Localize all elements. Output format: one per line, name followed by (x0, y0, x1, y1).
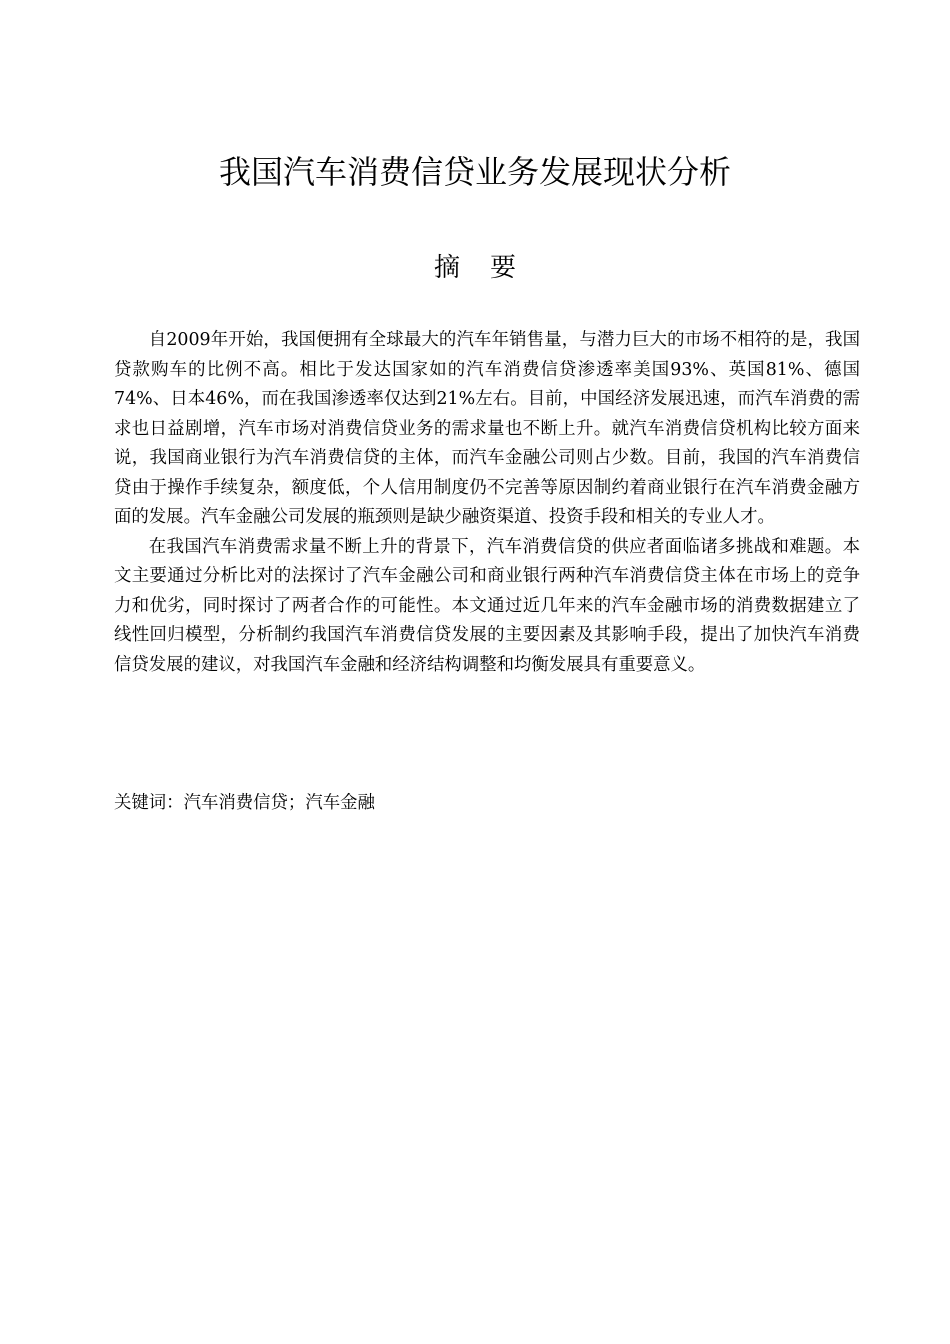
abstract-body (114, 326, 860, 680)
keywords-value: 汽车消费信贷；汽车金融 (183, 793, 375, 813)
keywords-label: 关键词： (114, 793, 184, 813)
document-title: 我国汽车消费信贷业务发展现状分析 (218, 153, 731, 191)
keywords-line (114, 788, 860, 817)
abstract-paragraph-1: 自2009年开始，我国便拥有全球最大的汽车年销售量，与潜力巨大的市场不相符的是，我国贷款购车的比例不高。相比于发达国家如的汽车消费信贷渗透率美国93%、英国81%、德国74%、日本46%，而在我国渗透率仅达到21%左右。目前，中国经济发展迅速，而汽车消费的需求也日益剧增，汽车市场对消费信贷业务的需求量也不断上升。就汽车消费信贷机构比较方面来说，我国商业银行为汽车消费信贷的主体，而汽车金融公司则占少数。目前，我国的汽车消费信贷由于操作手续复杂，额度低，个人信用制度仍不完善等原因制约着商业银行在汽车消费金融方面的发展。汽车金融公司发展的瓶颈则是缺少融资渠道、投资手段和相关的专业人才。 (114, 330, 860, 527)
abstract-heading: 摘要 (433, 253, 546, 283)
abstract-paragraph-2: 在我国汽车消费需求量不断上升的背景下，汽车消费信贷的供应者面临诸多挑战和难题。本文主要通过分析比对的法探讨了汽车金融公司和商业银行两种汽车消费信贷主体在市场上的竞争力和优劣，同时探讨了两者合作的可能性。本文通过近几年来的汽车金融市场的消费数据建立了线性回归模型，分析制约我国汽车消费信贷发展的主要因素及其影响手段，提出了加快汽车消费信贷发展的建议，对我国汽车金融和经济结构调整和均衡发展具有重要意义。 (114, 536, 860, 675)
